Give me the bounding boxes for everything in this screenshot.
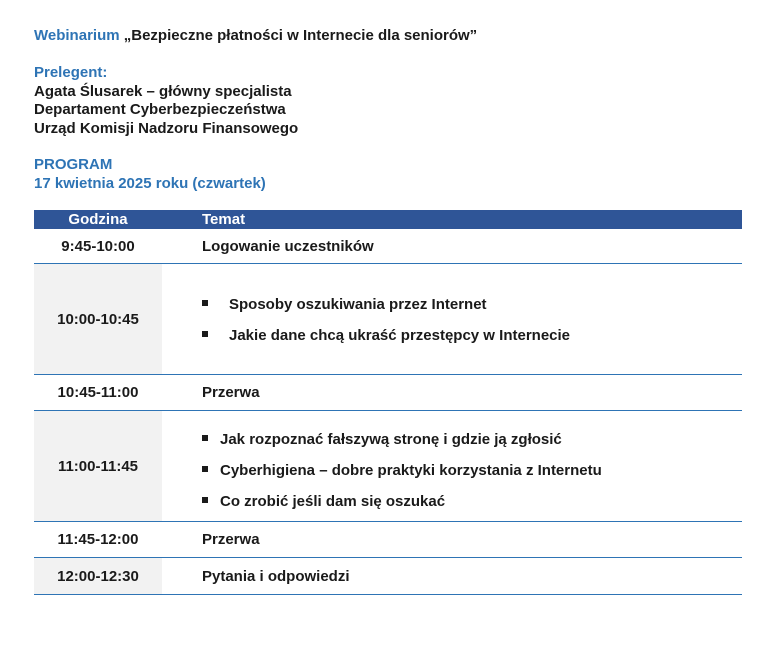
- program-date: 17 kwietnia 2025 roku (czwartek): [34, 174, 266, 192]
- table-row: [34, 522, 742, 558]
- table-row: [34, 375, 742, 411]
- speaker-institution: Urząd Komisji Nadzoru Finansowego: [34, 119, 299, 137]
- speaker-label: Prelegent:: [34, 64, 108, 81]
- list-item: [202, 431, 562, 448]
- bullet-icon: [202, 300, 208, 306]
- bullet-icon: [202, 466, 208, 472]
- header-time: Godzina: [68, 211, 128, 228]
- title-main: „Bezpieczne płatności w Internecie dla seniorów”: [123, 27, 478, 44]
- speaker-department: Departament Cyberbezpieczeństwa: [34, 101, 286, 118]
- webinar-title: [34, 27, 477, 44]
- row-time: 11:45-12:00: [57, 531, 139, 548]
- row-topic: Pytania i odpowiedzi: [202, 567, 350, 585]
- bullet-text: Cyberhigiena – dobre praktyki korzystania z Internetu: [220, 462, 602, 479]
- row-time: 9:45-10:00: [61, 237, 135, 255]
- table-row: [34, 411, 742, 522]
- header-topic: Temat: [202, 211, 246, 228]
- program-block: [34, 156, 266, 193]
- program-label: PROGRAM: [34, 156, 113, 173]
- table-row: [34, 558, 742, 595]
- title-prefix: Webinarium: [34, 27, 120, 44]
- bullet-text: Jak rozpoznać fałszywą stronę i gdzie ją zgłosić: [220, 431, 562, 448]
- table-row: [34, 264, 742, 375]
- speaker-block: [34, 64, 298, 138]
- bullet-text: Co zrobić jeśli dam się oszukać: [220, 493, 446, 510]
- bullet-icon: [202, 331, 208, 337]
- row-topic: Logowanie uczestników: [202, 237, 374, 255]
- row-topic: Przerwa: [202, 531, 260, 548]
- row-time: 11:00-11:45: [34, 411, 162, 521]
- speaker-name: Agata Ślusarek – główny specjalista: [34, 82, 292, 100]
- list-item: [202, 462, 602, 479]
- row-time: 10:45-11:00: [57, 384, 139, 401]
- bullet-text: Sposoby oszukiwania przez Internet: [229, 296, 487, 313]
- list-item: [202, 493, 445, 510]
- row-topic: Przerwa: [202, 384, 260, 401]
- row-time: 10:00-10:45: [34, 264, 162, 374]
- table-header: [34, 210, 742, 229]
- bullet-text: Jakie dane chcą ukraść przestępcy w Internecie: [229, 327, 571, 344]
- bullet-icon: [202, 435, 208, 441]
- schedule-table: [34, 210, 742, 595]
- row-time: 12:00-12:30: [34, 558, 162, 594]
- list-item: [202, 296, 487, 313]
- bullet-icon: [202, 497, 208, 503]
- list-item: [202, 327, 570, 344]
- table-row: [34, 229, 742, 264]
